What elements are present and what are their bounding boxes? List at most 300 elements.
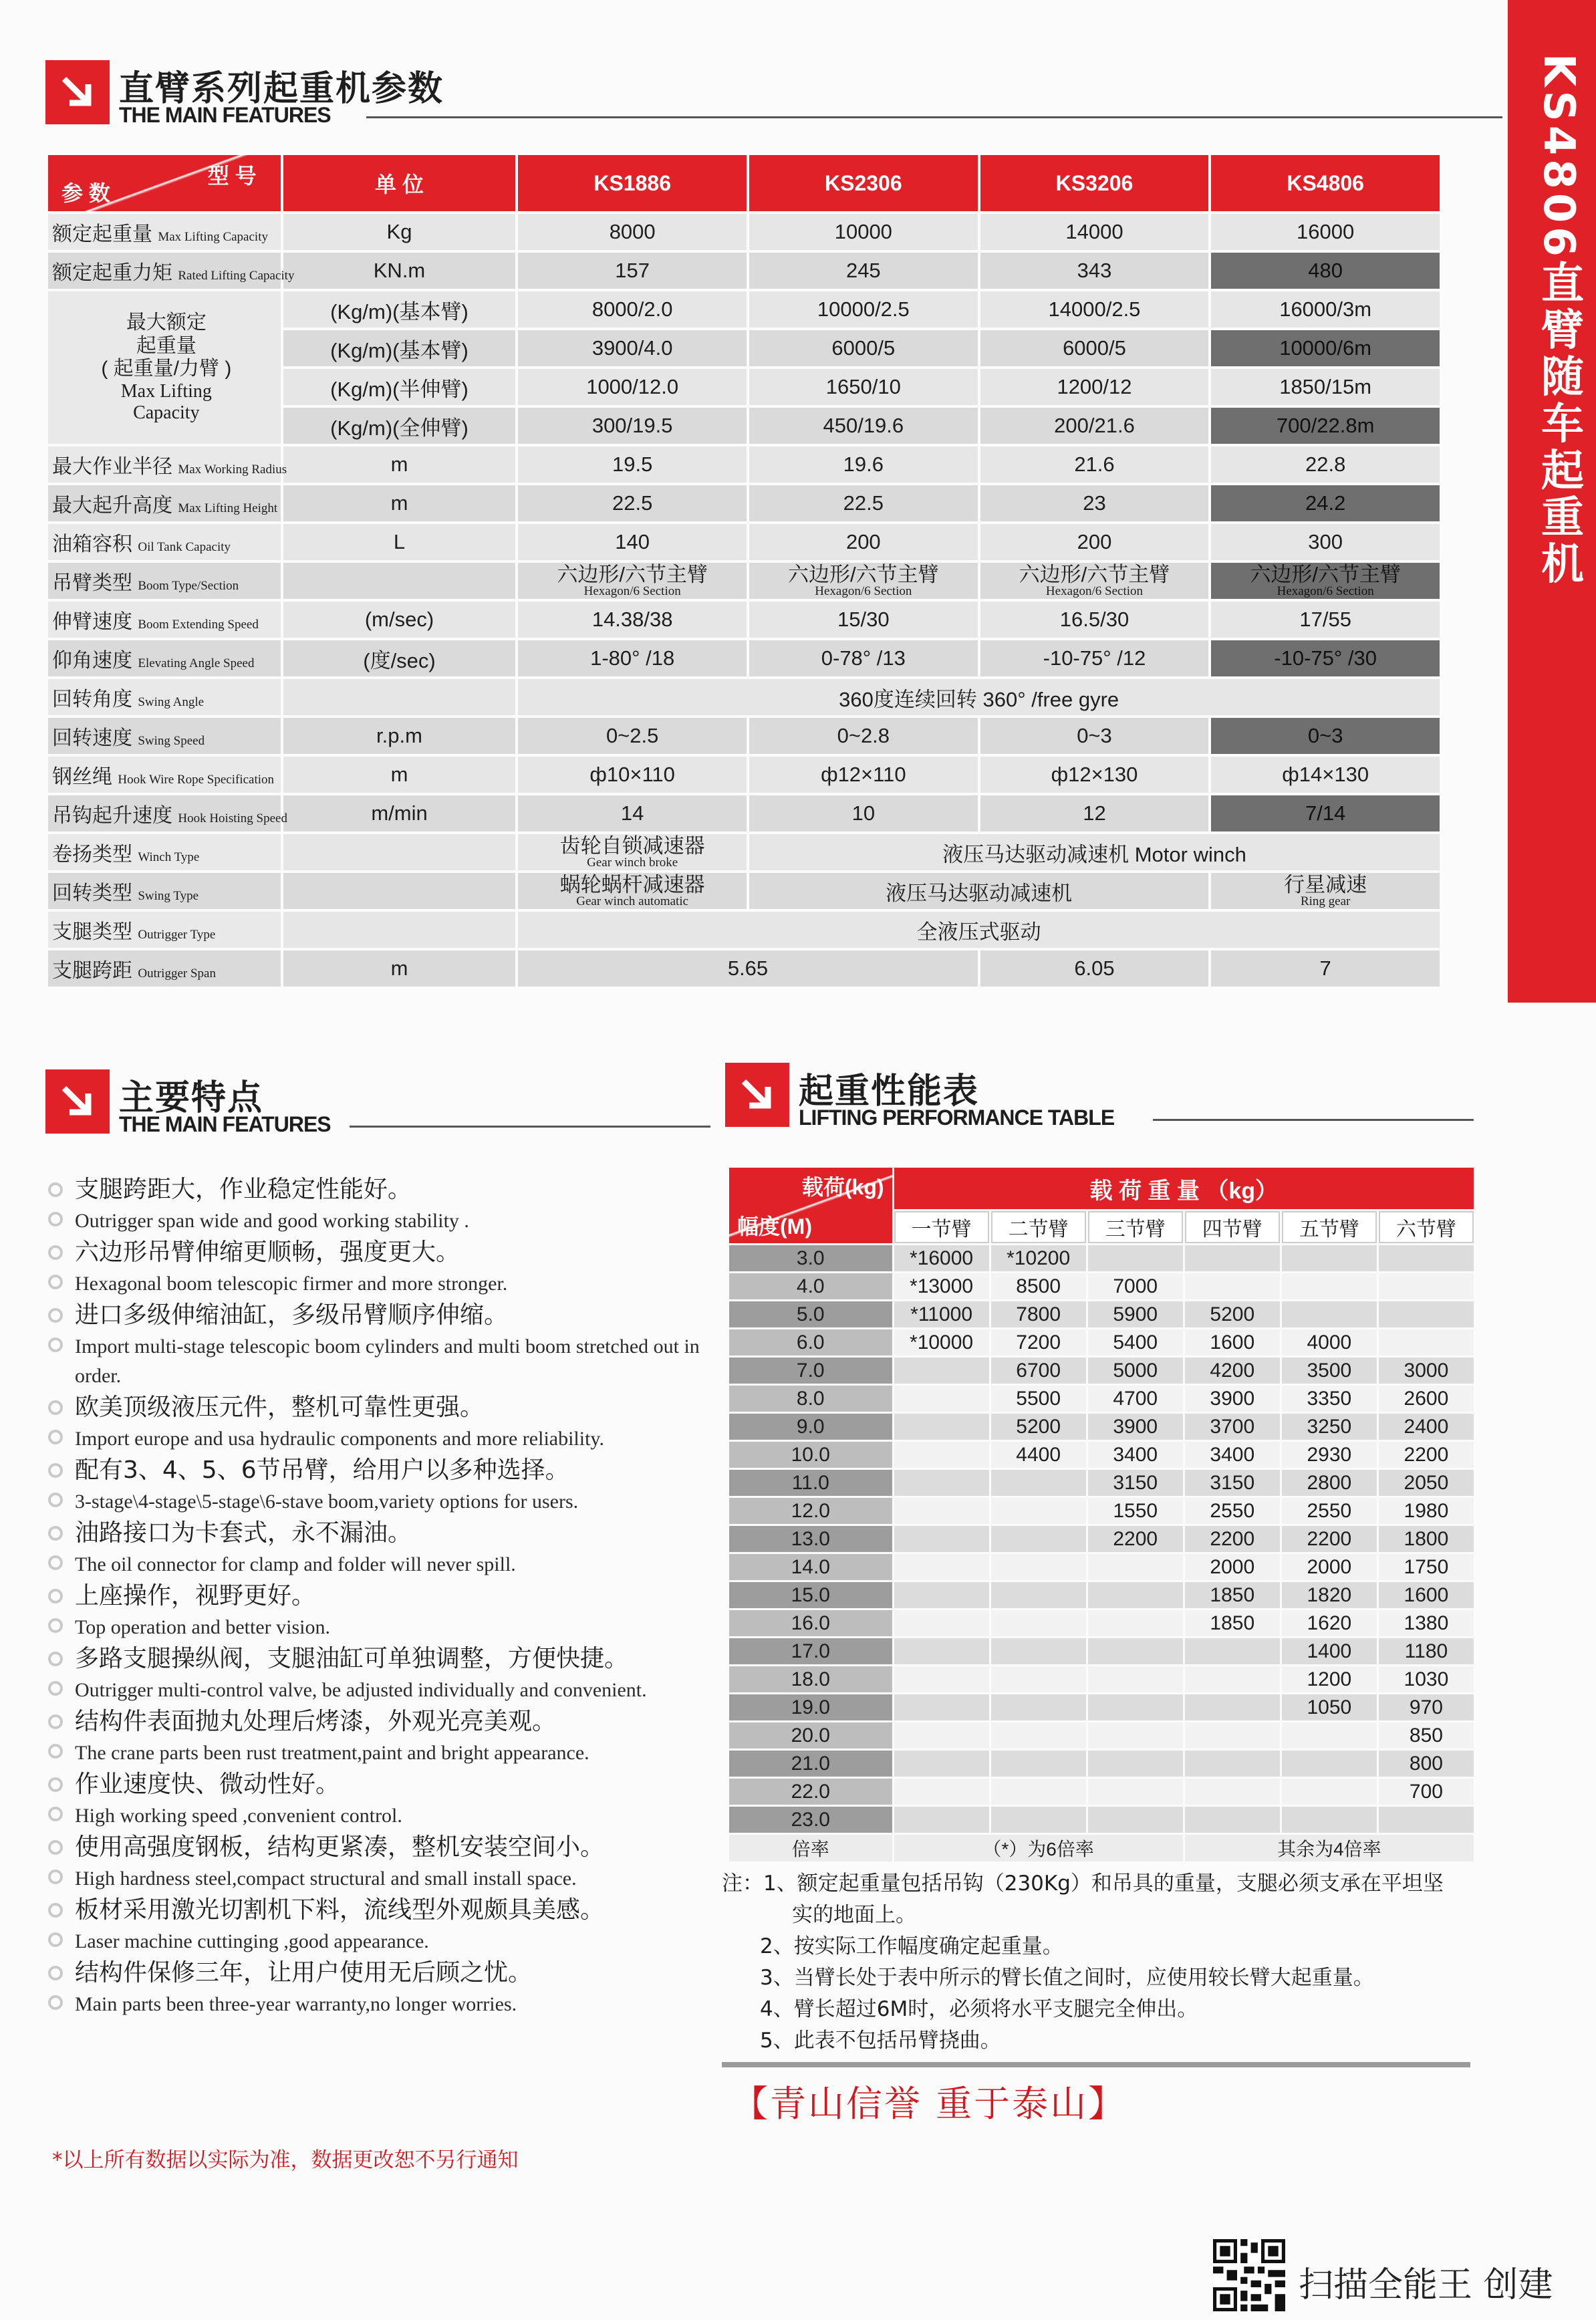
note-line: 4、臂长超过6M时，必须将水平支腿完全伸出。	[760, 1997, 1198, 2021]
lift-row	[729, 1610, 1474, 1636]
footnote: *以上所有数据以实际为准，数据更改恕不另行通知	[52, 2148, 519, 2172]
spec-row-label	[48, 834, 281, 870]
lift-capacity	[1282, 1751, 1377, 1777]
lift-capacity	[1185, 1666, 1280, 1692]
lift-capacity	[991, 1779, 1086, 1805]
lift-capacity	[991, 1526, 1086, 1552]
spec-value: 6000/5	[749, 330, 978, 366]
lift-capacity	[894, 1807, 989, 1833]
lift-capacity	[894, 1582, 989, 1608]
spec-value: 16.5/30	[980, 602, 1209, 638]
feature-cn: 支腿跨距大，作业稳定性能好。	[75, 1176, 412, 1203]
spec-unit: r.p.m	[283, 718, 516, 754]
spec-value-en: Gear winch broke	[587, 856, 678, 870]
lift-capacity: 7800	[991, 1301, 1086, 1327]
lift-capacity	[894, 1358, 989, 1384]
lift-capacity	[1088, 1245, 1183, 1271]
lifting-title-en: LIFTING PERFORMANCE TABLE	[799, 1106, 1115, 1130]
lift-row	[729, 1751, 1474, 1777]
spec-label-en: Swing Speed	[138, 734, 205, 748]
load-label: 载荷(kg)	[801, 1175, 884, 1199]
lift-capacity: 2200	[1088, 1526, 1183, 1552]
scanner-text: 扫描全能王 创建	[1299, 2265, 1553, 2305]
spec-unit: (Kg/m)(基本臂)	[283, 291, 516, 328]
spec-unit: (Kg/m)(基本臂)	[283, 330, 516, 366]
bullet-icon	[48, 1870, 63, 1884]
boom-section-header: 一节臂	[894, 1211, 989, 1243]
lift-capacity	[991, 1694, 1086, 1720]
lift-radius: 15.0	[729, 1582, 892, 1608]
lift-capacity: 2600	[1379, 1386, 1474, 1412]
lift-row	[729, 1301, 1474, 1327]
lift-capacity	[1088, 1694, 1183, 1720]
lift-capacity: 7000	[1088, 1273, 1183, 1299]
spec-label-en: Swing Angle	[138, 695, 205, 709]
feature-en: High hardness steel,compact structural and small install space.	[75, 1867, 577, 1890]
lift-radius: 4.0	[729, 1273, 892, 1299]
spec-header-row	[48, 155, 1440, 211]
feature-cn: 油路接口为卡套式，永不漏油。	[75, 1519, 412, 1547]
lift-radius: 3.0	[729, 1245, 892, 1271]
lift-capacity: 3900	[1088, 1414, 1183, 1440]
lifting-table	[727, 1166, 1476, 1863]
spec-value: 450/19.6	[749, 408, 978, 444]
lift-radius: 16.0	[729, 1610, 892, 1636]
spec-value: 1200/12	[980, 369, 1209, 405]
feature-en: The crane parts been rust treatment,paint and bright appearance.	[75, 1742, 589, 1764]
lift-row	[729, 1386, 1474, 1412]
lift-row	[729, 1358, 1474, 1384]
spec-value-en: Hexagon/6 Section	[1045, 584, 1144, 598]
lift-capacity: *10000	[894, 1329, 989, 1356]
spec-value-en: Ring gear	[1300, 894, 1351, 908]
bullet-icon	[48, 1308, 63, 1323]
spec-value: 16000	[1211, 214, 1440, 250]
spec-label-cn: 支腿跨距	[52, 960, 132, 982]
lift-capacity	[1185, 1273, 1280, 1299]
spec-section-heading	[45, 60, 1469, 134]
lift-capacity: 1030	[1379, 1666, 1474, 1692]
feature-en: High working speed ,convenient control.	[75, 1805, 402, 1827]
spec-value: 200/21.6	[980, 408, 1209, 444]
lift-capacity	[894, 1610, 989, 1636]
spec-unit: m	[283, 950, 516, 987]
bullet-icon	[48, 1807, 63, 1821]
bullet-icon	[48, 1245, 63, 1260]
lift-radius: 7.0	[729, 1358, 892, 1384]
spec-label-en: Outrigger Span	[138, 966, 216, 981]
lift-capacity	[1088, 1807, 1183, 1833]
spec-row-label	[48, 950, 281, 987]
spec-value: 1650/10	[749, 369, 978, 405]
spec-unit	[283, 563, 516, 599]
spec-value-cn: 六边形/六节主臂	[788, 563, 939, 586]
spec-value: 21.6	[980, 446, 1209, 483]
lift-capacity	[991, 1638, 1086, 1664]
model-ks1886: KS1886	[518, 155, 747, 211]
lift-capacity	[1088, 1779, 1183, 1805]
spec-value: -10-75° /12	[980, 640, 1209, 676]
spec-label-cn: 回转角度	[52, 688, 132, 711]
spec-value-en: Hexagon/6 Section	[1277, 584, 1374, 598]
spec-value: 157	[518, 253, 747, 289]
spec-value: 22.8	[1211, 446, 1440, 483]
spec-label-en: Boom Extending Speed	[138, 618, 259, 632]
max-capacity-label	[48, 291, 281, 444]
lift-row	[729, 1694, 1474, 1720]
lift-radius: 20.0	[729, 1722, 892, 1749]
spec-table	[45, 152, 1442, 989]
spec-value: 480	[1211, 253, 1440, 289]
note-line: 2、按实际工作幅度确定起重量。	[760, 1934, 1063, 1958]
spec-row	[48, 640, 1440, 676]
max-capacity-label-line: Capacity	[133, 402, 200, 423]
lift-capacity	[894, 1694, 989, 1720]
lift-row	[729, 1807, 1474, 1833]
lift-capacity	[894, 1554, 989, 1580]
spec-label-en: Swing Type	[138, 889, 199, 903]
lifting-title-cn: 起重性能表	[799, 1071, 980, 1112]
spec-value: 140	[518, 524, 747, 560]
spec-value: -10-75° /30	[1211, 640, 1440, 676]
spec-span-value: 液压马达驱动减速机 Motor winch	[749, 834, 1440, 870]
bullet-icon	[48, 1840, 63, 1855]
lift-footer-row	[729, 1835, 1474, 1861]
spec-row-label	[48, 446, 287, 483]
model-label: 型 号	[207, 164, 257, 188]
spec-unit: (Kg/m)(半伸臂)	[283, 369, 516, 405]
spec-value: ф12×130	[980, 757, 1209, 793]
lift-capacity	[1088, 1722, 1183, 1749]
spec-value	[1211, 873, 1440, 909]
spec-row-label	[48, 757, 281, 793]
features-list	[45, 1173, 714, 2019]
spec-label-en: Max Working Radius	[178, 463, 287, 477]
notes	[722, 1868, 1490, 2057]
spec-row-label	[48, 679, 281, 715]
lift-capacity	[894, 1442, 989, 1468]
feature-item	[45, 1894, 714, 1956]
feature-item	[45, 1236, 714, 1299]
max-capacity-label-line: 起重量	[136, 334, 196, 357]
feature-item	[45, 1517, 714, 1579]
lift-capacity: 1400	[1282, 1638, 1377, 1664]
spec-label-cn: 油箱容积	[52, 533, 132, 555]
feature-item	[45, 1642, 714, 1705]
lift-capacity	[1088, 1582, 1183, 1608]
spec-unit	[283, 834, 516, 870]
lift-row	[729, 1582, 1474, 1608]
spec-value	[1211, 563, 1440, 599]
lift-capacity	[1088, 1751, 1183, 1777]
feature-item	[45, 1454, 714, 1517]
spec-value: 0~3	[980, 718, 1209, 754]
spec-value: 8000	[518, 214, 747, 250]
feature-item	[45, 1831, 714, 1894]
bullet-icon	[48, 1275, 63, 1289]
spec-unit: (度/sec)	[283, 640, 516, 676]
lift-capacity: 1980	[1379, 1498, 1474, 1524]
spec-row-label	[48, 795, 287, 831]
lift-capacity: 3250	[1282, 1414, 1377, 1440]
feature-cn: 板材采用激光切割机下料，流线型外观颇具美感。	[75, 1896, 605, 1924]
spec-span-value: 全液压式驱动	[518, 912, 1440, 948]
max-capacity-label-line: Max Lifting	[120, 380, 212, 402]
lift-capacity: 850	[1379, 1722, 1474, 1749]
spec-value: 10000	[749, 214, 978, 250]
lift-row	[729, 1498, 1474, 1524]
lift-radius: 9.0	[729, 1414, 892, 1440]
spec-label-cn: 额定起重力矩	[52, 262, 172, 284]
note-line: 3、当臂长处于表中所示的臂长值之间时，应使用较长臂大起重量。	[760, 1966, 1374, 1990]
side-banner-text: KS4806直臂随车起重机	[1534, 53, 1583, 588]
spec-value	[518, 834, 747, 870]
lift-row	[729, 1245, 1474, 1271]
lift-radius: 23.0	[729, 1807, 892, 1833]
bullet-icon	[48, 1652, 63, 1666]
spec-span-value: 液压马达驱动减速机	[749, 873, 1208, 909]
spec-row	[48, 795, 1440, 831]
bullet-icon	[48, 1555, 63, 1570]
boom-section-header: 四节臂	[1185, 1211, 1280, 1243]
spec-value: 0~3	[1211, 718, 1440, 754]
spec-value: 12	[980, 795, 1209, 831]
param-label: 参 数	[61, 181, 110, 205]
lift-capacity: 2200	[1379, 1442, 1474, 1468]
lift-radius: 5.0	[729, 1301, 892, 1327]
arrow-icon	[45, 60, 110, 124]
spec-row	[48, 873, 1440, 909]
spec-row-label	[48, 718, 281, 754]
spec-value	[749, 563, 978, 599]
lift-capacity: 3400	[1088, 1442, 1183, 1468]
lift-capacity: 3000	[1379, 1358, 1474, 1384]
spec-value: 200	[980, 524, 1209, 560]
lift-capacity: 1850	[1185, 1582, 1280, 1608]
max-capacity-label-line: 最大额定	[126, 311, 207, 334]
spec-row-label	[48, 563, 281, 599]
lift-capacity	[894, 1751, 989, 1777]
note-line: 注：1、额定起重量包括吊钩（230Kg）和吊具的重量，支腿必须支承在平坦坚	[722, 1872, 1444, 1896]
note-line: 5、此表不包括吊臂挠曲。	[760, 2029, 1001, 2053]
spec-value: 22.5	[749, 485, 978, 521]
bullet-icon	[48, 1337, 63, 1352]
lift-capacity: 5400	[1088, 1329, 1183, 1356]
spec-label-cn: 回转速度	[52, 727, 132, 749]
spec-value-cn: 齿轮自锁减速器	[559, 834, 705, 858]
spec-value: 14	[518, 795, 747, 831]
boom-section-header: 六节臂	[1379, 1211, 1474, 1243]
spec-row	[48, 912, 1440, 948]
lift-capacity	[991, 1470, 1086, 1496]
lift-capacity: 2000	[1282, 1554, 1377, 1580]
lift-capacity	[1282, 1779, 1377, 1805]
lift-capacity: 1600	[1379, 1582, 1474, 1608]
spec-value: 245	[749, 253, 978, 289]
bullet-icon	[48, 1400, 63, 1415]
lift-capacity	[991, 1807, 1086, 1833]
lift-capacity: *16000	[894, 1245, 989, 1271]
lift-capacity: *11000	[894, 1301, 989, 1327]
lift-row	[729, 1526, 1474, 1552]
spec-value: 700/22.8m	[1211, 408, 1440, 444]
spec-value	[980, 563, 1209, 599]
lift-capacity: 1550	[1088, 1498, 1183, 1524]
spec-value	[518, 873, 747, 909]
spec-row	[48, 950, 1440, 987]
lift-capacity	[1282, 1301, 1377, 1327]
lift-capacity: 2550	[1282, 1498, 1377, 1524]
spec-unit: L	[283, 524, 516, 560]
lift-capacity: 3500	[1282, 1358, 1377, 1384]
feature-item	[45, 1173, 714, 1236]
lift-row	[729, 1722, 1474, 1749]
spec-value: 343	[980, 253, 1209, 289]
spec-row	[48, 718, 1440, 754]
spec-row	[48, 563, 1440, 599]
feature-en: 3-stage\4-stage\5-stage\6-stave boom,variety options for users.	[75, 1491, 579, 1513]
spec-row-label	[48, 873, 281, 909]
spec-row	[48, 253, 1440, 289]
lift-row	[729, 1666, 1474, 1692]
max-capacity-label-line: ( 起重量/力臂 )	[101, 358, 232, 380]
lift-row	[729, 1273, 1474, 1299]
bullet-icon	[48, 1903, 63, 1918]
feature-item	[45, 1956, 714, 2019]
feature-item	[45, 1299, 714, 1391]
lift-capacity: 4200	[1185, 1358, 1280, 1384]
lift-row	[729, 1779, 1474, 1805]
spec-value: 6000/5	[980, 330, 1209, 366]
spec-value: 14000	[980, 214, 1209, 250]
spec-row	[48, 679, 1440, 715]
spec-label-cn: 支腿类型	[52, 921, 132, 943]
bullet-icon	[48, 1714, 63, 1729]
lift-capacity: *13000	[894, 1273, 989, 1299]
lift-capacity: 8500	[991, 1273, 1086, 1299]
spec-value: 10	[749, 795, 978, 831]
spec-value: 0-78° /13	[749, 640, 978, 676]
feature-en: Import multi-stage telescopic boom cylinders and multi boom stretched out in order.	[75, 1335, 700, 1387]
spec-label-en: Outrigger Type	[138, 928, 216, 942]
spec-unit: (m/sec)	[283, 602, 516, 638]
feature-en: Outrigger span wide and good working stability .	[75, 1210, 469, 1232]
spec-unit	[283, 873, 516, 909]
boom-section-header: 五节臂	[1282, 1211, 1377, 1243]
spec-unit: m/min	[283, 795, 516, 831]
spec-label-en: Elevating Angle Speed	[138, 656, 255, 670]
spec-unit: m	[283, 485, 516, 521]
lift-capacity	[1379, 1273, 1474, 1299]
lift-capacity	[1282, 1807, 1377, 1833]
lift-capacity: 2050	[1379, 1470, 1474, 1496]
spec-title-en: THE MAIN FEATURES	[119, 103, 331, 127]
lift-capacity	[1379, 1329, 1474, 1356]
spec-value: 15/30	[749, 602, 978, 638]
feature-en: The oil connector for clamp and folder will never spill.	[75, 1553, 516, 1575]
lift-capacity	[1185, 1722, 1280, 1749]
spec-label-en: Boom Type/Section	[138, 579, 239, 593]
lift-capacity	[894, 1666, 989, 1692]
lift-capacity: 2200	[1282, 1526, 1377, 1552]
spec-unit: KN.m	[283, 253, 516, 289]
lift-header-row	[729, 1168, 1474, 1209]
lift-radius: 6.0	[729, 1329, 892, 1356]
spec-value: 22.5	[518, 485, 747, 521]
lift-capacity	[1185, 1779, 1280, 1805]
lift-radius: 11.0	[729, 1470, 892, 1496]
spec-row	[48, 485, 1440, 521]
lift-capacity: 2200	[1185, 1526, 1280, 1552]
note-line: 实的地面上。	[792, 1903, 916, 1927]
lift-capacity: 800	[1379, 1751, 1474, 1777]
lift-capacity: 3400	[1185, 1442, 1280, 1468]
feature-en: Main parts been three-year warranty,no longer worries.	[75, 1993, 517, 2015]
spec-row-label	[48, 485, 281, 521]
lift-capacity: 5200	[1185, 1301, 1280, 1327]
lift-capacity: 1180	[1379, 1638, 1474, 1664]
spec-label-en: Oil Tank Capacity	[138, 540, 231, 554]
lift-capacity	[894, 1414, 989, 1440]
spec-value: 6.05	[980, 950, 1209, 987]
spec-value: 0~2.8	[749, 718, 978, 754]
spec-row	[48, 214, 1440, 250]
spec-value: ф10×110	[518, 757, 747, 793]
spec-row-label	[48, 912, 281, 948]
feature-item	[45, 1768, 714, 1831]
feature-cn: 六边形吊臂伸缩更顺畅，强度更大。	[75, 1239, 460, 1266]
bullet-icon	[48, 1463, 63, 1478]
lifting-section-heading	[725, 1063, 1480, 1136]
feature-cn: 使用高强度钢板，结构更紧凑，整机安装空间小。	[75, 1833, 605, 1861]
lift-capacity	[1282, 1245, 1377, 1271]
feature-cn: 欧美顶级液压元件，整机可靠性更强。	[75, 1394, 485, 1421]
ratio-note-b: 其余为4倍率	[1185, 1835, 1474, 1861]
spec-value: ф14×130	[1211, 757, 1440, 793]
lift-capacity: 3700	[1185, 1414, 1280, 1440]
arrow-icon	[45, 1069, 110, 1134]
lift-radius: 12.0	[729, 1498, 892, 1524]
lift-capacity: 3900	[1185, 1386, 1280, 1412]
lift-capacity	[1185, 1245, 1280, 1271]
spec-value-cn: 行星减速	[1284, 873, 1367, 896]
feature-cn: 上座操作，视野更好。	[75, 1582, 316, 1609]
feature-cn: 结构件保修三年，让用户使用无后顾之忧。	[75, 1959, 533, 1986]
lift-capacity	[894, 1779, 989, 1805]
spec-value-en: Hexagon/6 Section	[583, 584, 681, 598]
spec-value: 24.2	[1211, 485, 1440, 521]
lift-radius: 21.0	[729, 1751, 892, 1777]
spec-row	[48, 757, 1440, 793]
model-ks3206: KS3206	[980, 155, 1209, 211]
spec-row-label	[48, 640, 281, 676]
lift-row	[729, 1470, 1474, 1496]
bullet-icon	[48, 1966, 63, 1980]
bullet-icon	[48, 1493, 63, 1507]
spec-unit: m	[283, 446, 516, 483]
lift-row	[729, 1442, 1474, 1468]
lift-capacity: 1050	[1282, 1694, 1377, 1720]
lift-capacity: 970	[1379, 1694, 1474, 1720]
spec-label-cn: 伸臂速度	[52, 611, 132, 633]
lift-row	[729, 1554, 1474, 1580]
spec-unit: (Kg/m)(全伸臂)	[283, 408, 516, 444]
spec-title-cn: 直臂系列起重机参数	[119, 69, 444, 109]
spec-label-cn: 钢丝绳	[52, 766, 112, 788]
lift-capacity	[991, 1666, 1086, 1692]
lift-capacity	[1088, 1666, 1183, 1692]
spec-label-cn: 卷扬类型	[52, 844, 132, 866]
